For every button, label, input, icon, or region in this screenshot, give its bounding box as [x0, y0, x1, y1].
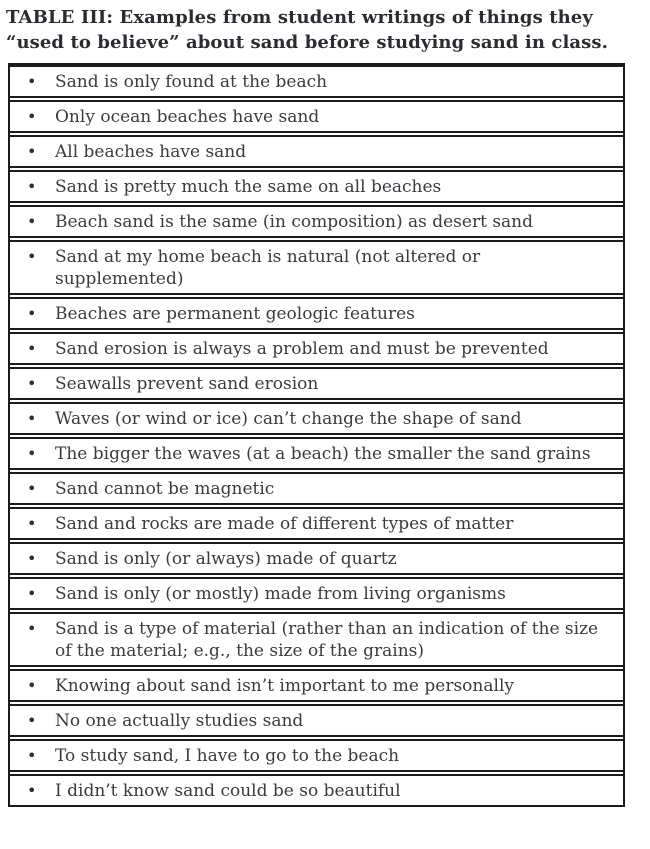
- table-row: [10, 577, 623, 610]
- table-row: [10, 402, 623, 435]
- bullet-icon: •: [27, 479, 37, 498]
- table-row: [10, 240, 623, 295]
- bullet-icon: •: [27, 142, 37, 161]
- bullet-icon: •: [27, 409, 37, 428]
- table-row: [10, 739, 623, 772]
- table-row: [10, 612, 623, 667]
- table-row: [10, 507, 623, 540]
- bullet-icon: •: [27, 676, 37, 695]
- belief-text: To study sand, I have to go to the beach: [55, 746, 400, 766]
- bullet-icon: •: [27, 374, 37, 393]
- bullet-icon: •: [27, 107, 37, 126]
- table-row: [10, 669, 623, 702]
- belief-text: The bigger the waves (at a beach) the smaller the sand grains: [55, 444, 591, 464]
- table-row: [10, 774, 623, 805]
- table-row: [10, 367, 623, 400]
- bullet-icon: •: [27, 746, 37, 765]
- belief-text: No one actually studies sand: [55, 711, 304, 731]
- bullet-icon: •: [27, 247, 37, 266]
- table-row: [10, 135, 623, 168]
- table-row: [10, 704, 623, 737]
- belief-text: Sand erosion is always a problem and must be prevented: [55, 339, 549, 359]
- bullet-icon: •: [27, 619, 37, 638]
- belief-text: Sand at my home beach is natural (not altered or supplemented): [55, 247, 481, 289]
- beliefs-table: [8, 63, 625, 807]
- bullet-icon: •: [27, 514, 37, 533]
- table-row: [10, 297, 623, 330]
- belief-text: Only ocean beaches have sand: [55, 107, 320, 127]
- bullet-icon: •: [27, 177, 37, 196]
- table-row: [10, 542, 623, 575]
- table-row: [10, 205, 623, 238]
- table-row: [10, 65, 623, 98]
- table-row: [10, 472, 623, 505]
- bullet-icon: •: [27, 444, 37, 463]
- bullet-icon: •: [27, 212, 37, 231]
- bullet-icon: •: [27, 304, 37, 323]
- belief-text: Sand cannot be magnetic: [55, 479, 275, 499]
- belief-text: Beaches are permanent geologic features: [55, 304, 415, 324]
- belief-text: Sand is only (or always) made of quartz: [55, 549, 397, 569]
- belief-text: Beach sand is the same (in composition) as desert sand: [55, 212, 534, 232]
- table-row: [10, 100, 623, 133]
- bullet-icon: •: [27, 781, 37, 800]
- belief-text: Waves (or wind or ice) can’t change the shape of sand: [55, 409, 522, 429]
- bullet-icon: •: [27, 711, 37, 730]
- bullet-icon: •: [27, 72, 37, 91]
- table-row: [10, 170, 623, 203]
- belief-text: Knowing about sand isn’t important to me personally: [55, 676, 514, 696]
- belief-text: Sand and rocks are made of different types of matter: [55, 514, 514, 534]
- belief-text: Sand is pretty much the same on all beaches: [55, 177, 442, 197]
- belief-text: Seawalls prevent sand erosion: [55, 374, 319, 394]
- bullet-icon: •: [27, 339, 37, 358]
- bullet-icon: •: [27, 584, 37, 603]
- table-row: [10, 437, 623, 470]
- belief-text: Sand is only (or mostly) made from living organisms: [55, 584, 506, 604]
- belief-text: All beaches have sand: [55, 142, 247, 162]
- table-caption: TABLE III: Examples from student writings of things they “used to believe” about sand before studying sand in class.: [6, 7, 608, 53]
- belief-text: I didn’t know sand could be so beautiful: [55, 781, 401, 801]
- belief-text: Sand is a type of material (rather than an indication of the size of the material; e.g., the size of the grains): [55, 619, 599, 661]
- table-row: [10, 332, 623, 365]
- bullet-icon: •: [27, 549, 37, 568]
- belief-text: Sand is only found at the beach: [55, 72, 328, 92]
